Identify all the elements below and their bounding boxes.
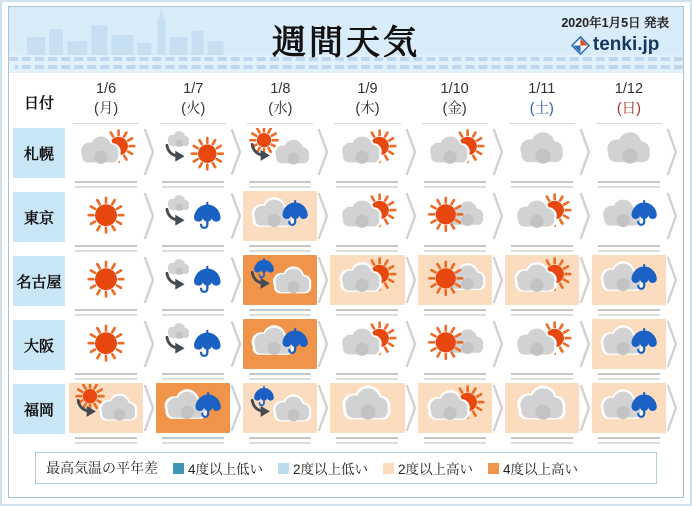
forecast-cell	[243, 127, 317, 191]
chevron-separator-icon	[317, 127, 330, 177]
date-column-1-8	[247, 80, 313, 123]
temperature-placeholder-lines	[592, 369, 666, 383]
forecast-cell	[592, 319, 666, 383]
temperature-placeholder-lines	[592, 177, 666, 191]
weather-icon-sun-then-cloud	[69, 383, 143, 433]
temperature-placeholder-lines	[330, 241, 404, 255]
forecast-cell	[69, 255, 143, 319]
weather-icon-cloud-then-rain	[156, 255, 230, 305]
forecast-row-tokyo	[9, 191, 683, 255]
forecast-row-osaka	[9, 319, 683, 383]
date-column-1-9	[334, 80, 400, 123]
weather-icon-cloud-sun	[418, 127, 492, 177]
chevron-separator-icon	[143, 319, 156, 369]
forecast-cell	[156, 255, 230, 319]
temperature-placeholder-lines	[330, 305, 404, 319]
weather-icon-sun-cloud	[418, 255, 492, 305]
chevron-separator-icon	[579, 191, 592, 241]
chevron-separator-icon	[230, 319, 243, 369]
weather-icon-cloud-sun	[505, 191, 579, 241]
weather-icon-cloud-rain	[156, 383, 230, 433]
column-spacer	[230, 82, 243, 122]
forecast-cell	[418, 127, 492, 191]
chevron-separator-icon	[405, 319, 418, 369]
forecast-cell	[592, 255, 666, 319]
temperature-placeholder-lines	[505, 433, 579, 447]
city-label-tokyo[interactable]: 東京	[13, 192, 65, 242]
weather-icon-sunny	[69, 191, 143, 241]
temperature-placeholder-lines	[418, 369, 492, 383]
legend	[35, 452, 657, 484]
forecast-cell	[330, 383, 404, 447]
legend-title: 最高気温の平年差	[46, 460, 158, 476]
tenki-logo-icon	[571, 36, 590, 55]
forecast-cell	[592, 127, 666, 191]
temperature-placeholder-lines	[69, 177, 143, 191]
weekday-text: (土)	[529, 101, 554, 117]
forecast-cell	[418, 255, 492, 319]
forecast-cell	[418, 191, 492, 255]
weather-icon-sun-cloud	[418, 319, 492, 369]
header-banner	[9, 7, 683, 73]
weather-icon-cloudy	[330, 383, 404, 433]
temperature-placeholder-lines	[505, 177, 579, 191]
weather-icon-cloudy	[505, 127, 579, 177]
weekday-text: (木)	[355, 101, 380, 117]
temperature-placeholder-lines	[243, 241, 317, 255]
forecast-cell	[505, 383, 579, 447]
forecast-panel	[8, 6, 684, 498]
temperature-placeholder-lines	[505, 305, 579, 319]
forecast-rows	[9, 127, 683, 447]
page-title: 週間天気	[272, 24, 420, 62]
legend-swatch-icon	[173, 463, 184, 474]
forecast-cell	[69, 319, 143, 383]
chevron-separator-icon	[492, 255, 505, 305]
weather-icon-sunny	[69, 319, 143, 369]
chevron-separator-icon	[579, 383, 592, 433]
weather-icon-cloud-rain	[592, 255, 666, 305]
city-label-sapporo[interactable]: 札幌	[13, 128, 65, 178]
chevron-separator-icon	[405, 127, 418, 177]
temperature-placeholder-lines	[592, 433, 666, 447]
forecast-row-fukuoka	[9, 383, 683, 447]
temperature-placeholder-lines	[418, 305, 492, 319]
issued-date: 2020年1月5日 発表	[561, 16, 669, 30]
date-text: 1/12	[614, 81, 644, 98]
temperature-placeholder-lines	[505, 241, 579, 255]
tenki-logo-text: tenki.jp	[592, 34, 660, 55]
legend-item-label: 2度以上低い	[293, 462, 369, 477]
chevron-separator-icon	[143, 127, 156, 177]
weekday-text: (月)	[93, 101, 119, 117]
date-header-label: 日付	[23, 94, 54, 112]
weekday-text: (水)	[268, 101, 293, 117]
weather-icon-cloud-sun	[505, 255, 579, 305]
forecast-cell	[330, 255, 404, 319]
date-text: 1/7	[183, 81, 204, 98]
temperature-placeholder-lines	[69, 433, 143, 447]
temperature-placeholder-lines	[418, 177, 492, 191]
temperature-placeholder-lines	[69, 241, 143, 255]
weather-icon-cloudy	[505, 383, 579, 433]
weather-icon-cloud-then-rain	[156, 191, 230, 241]
temperature-placeholder-lines	[243, 177, 317, 191]
chevron-separator-icon	[317, 255, 330, 305]
chevron-separator-icon	[230, 191, 243, 241]
date-column-1-11	[509, 80, 575, 123]
legend-swatch-icon	[383, 463, 394, 474]
date-column-1-10	[422, 80, 488, 123]
date-column-1-7	[160, 80, 226, 123]
forecast-cell	[69, 191, 143, 255]
temperature-placeholder-lines	[156, 305, 230, 319]
date-text: 1/8	[270, 81, 291, 98]
temperature-placeholder-lines	[418, 241, 492, 255]
forecast-cell	[592, 191, 666, 255]
temperature-placeholder-lines	[505, 369, 579, 383]
weather-icon-cloud-rain	[243, 319, 317, 369]
forecast-cell	[418, 383, 492, 447]
weather-icon-cloud-sun	[330, 319, 404, 369]
chevron-separator-icon	[230, 383, 243, 433]
temperature-placeholder-lines	[69, 305, 143, 319]
chevron-separator-icon	[666, 319, 679, 369]
legend-item-2	[383, 458, 473, 478]
weather-icon-cloud-then-sun	[156, 127, 230, 177]
tenki-logo[interactable]	[561, 34, 669, 56]
weather-icon-cloud-rain	[243, 191, 317, 241]
temperature-placeholder-lines	[243, 369, 317, 383]
chevron-separator-icon	[492, 127, 505, 177]
forecast-cell	[243, 319, 317, 383]
temperature-placeholder-lines	[156, 433, 230, 447]
city-label-fukuoka[interactable]: 福岡	[13, 384, 65, 434]
weather-icon-cloud-rain	[592, 383, 666, 433]
weather-icon-cloud-rain	[592, 319, 666, 369]
date-row	[9, 73, 683, 127]
legend-swatch-icon	[488, 463, 499, 474]
weekday-text: (日)	[616, 101, 641, 117]
forecast-cell	[505, 319, 579, 383]
temperature-placeholder-lines	[243, 433, 317, 447]
date-text: 1/9	[357, 81, 378, 98]
city-label-nagoya[interactable]: 名古屋	[13, 256, 65, 306]
chevron-separator-icon	[492, 319, 505, 369]
temperature-placeholder-lines	[592, 241, 666, 255]
column-spacer	[666, 82, 679, 122]
column-spacer	[405, 82, 418, 122]
chevron-separator-icon	[579, 319, 592, 369]
chevron-separator-icon	[492, 383, 505, 433]
forecast-cell	[156, 383, 230, 447]
forecast-cell	[592, 383, 666, 447]
forecast-cell	[243, 255, 317, 319]
column-spacer	[579, 82, 592, 122]
legend-swatch-icon	[278, 463, 289, 474]
chevron-separator-icon	[579, 255, 592, 305]
legend-item-label: 4度以上低い	[188, 462, 264, 477]
weather-icon-cloud-then-rain	[156, 319, 230, 369]
date-text: 1/6	[95, 81, 117, 98]
forecast-cell	[69, 127, 143, 191]
chevron-separator-icon	[317, 319, 330, 369]
weather-icon-sun-cloud	[418, 191, 492, 241]
weather-icon-cloud-sun	[330, 191, 404, 241]
weather-icon-rain-then-cloud	[243, 383, 317, 433]
temperature-placeholder-lines	[243, 305, 317, 319]
weather-icon-cloud-sun	[330, 255, 404, 305]
legend-item-3	[488, 458, 578, 478]
forecast-cell	[418, 319, 492, 383]
temperature-placeholder-lines	[156, 369, 230, 383]
weather-icon-cloud-sun	[418, 383, 492, 433]
weather-icon-cloud-sun	[505, 319, 579, 369]
weekday-text: (火)	[181, 101, 206, 117]
temperature-placeholder-lines	[156, 177, 230, 191]
city-label-osaka[interactable]: 大阪	[13, 320, 65, 370]
chevron-separator-icon	[405, 255, 418, 305]
forecast-cell	[156, 191, 230, 255]
weather-icon-cloud-sun	[330, 127, 404, 177]
forecast-cell	[330, 319, 404, 383]
chevron-separator-icon	[143, 255, 156, 305]
forecast-cell	[330, 191, 404, 255]
chevron-separator-icon	[230, 127, 243, 177]
chevron-separator-icon	[143, 383, 156, 433]
date-column-1-6	[73, 80, 139, 123]
chevron-separator-icon	[666, 127, 679, 177]
date-column-1-12	[596, 80, 662, 123]
forecast-cell	[69, 383, 143, 447]
chevron-separator-icon	[230, 255, 243, 305]
forecast-row-nagoya	[9, 255, 683, 319]
weather-icon-cloud-sun	[69, 127, 143, 177]
chevron-separator-icon	[492, 191, 505, 241]
forecast-cell	[330, 127, 404, 191]
forecast-cell	[156, 127, 230, 191]
legend-item-label: 2度以上高い	[398, 462, 474, 477]
temperature-placeholder-lines	[418, 433, 492, 447]
weather-icon-sunny	[69, 255, 143, 305]
forecast-cell	[156, 319, 230, 383]
column-spacer	[492, 82, 505, 122]
legend-item-1	[278, 458, 368, 478]
temperature-placeholder-lines	[156, 241, 230, 255]
chevron-separator-icon	[405, 383, 418, 433]
legend-item-0	[173, 458, 263, 478]
chevron-separator-icon	[666, 255, 679, 305]
legend-item-label: 4度以上高い	[503, 462, 579, 477]
chevron-separator-icon	[317, 383, 330, 433]
temperature-placeholder-lines	[330, 369, 404, 383]
chevron-separator-icon	[579, 127, 592, 177]
date-text: 1/10	[440, 81, 469, 98]
forecast-cell	[243, 383, 317, 447]
forecast-row-sapporo	[9, 127, 683, 191]
column-spacer	[317, 82, 330, 122]
chevron-separator-icon	[666, 191, 679, 241]
chevron-separator-icon	[405, 191, 418, 241]
weather-icon-sun-then-cloud	[243, 127, 317, 177]
chevron-separator-icon	[666, 383, 679, 433]
temperature-placeholder-lines	[69, 369, 143, 383]
forecast-cell	[505, 255, 579, 319]
temperature-placeholder-lines	[330, 433, 404, 447]
column-spacer	[143, 82, 156, 122]
chevron-separator-icon	[143, 191, 156, 241]
temperature-placeholder-lines	[592, 305, 666, 319]
forecast-cell	[243, 191, 317, 255]
weather-icon-cloudy	[592, 127, 666, 177]
weather-icon-rain-then-cloud	[243, 255, 317, 305]
forecast-cell	[505, 127, 579, 191]
forecast-cell	[505, 191, 579, 255]
temperature-placeholder-lines	[330, 177, 404, 191]
chevron-separator-icon	[317, 191, 330, 241]
weekday-text: (金)	[442, 101, 467, 117]
weather-icon-cloud-rain	[592, 191, 666, 241]
date-text: 1/11	[528, 81, 556, 98]
